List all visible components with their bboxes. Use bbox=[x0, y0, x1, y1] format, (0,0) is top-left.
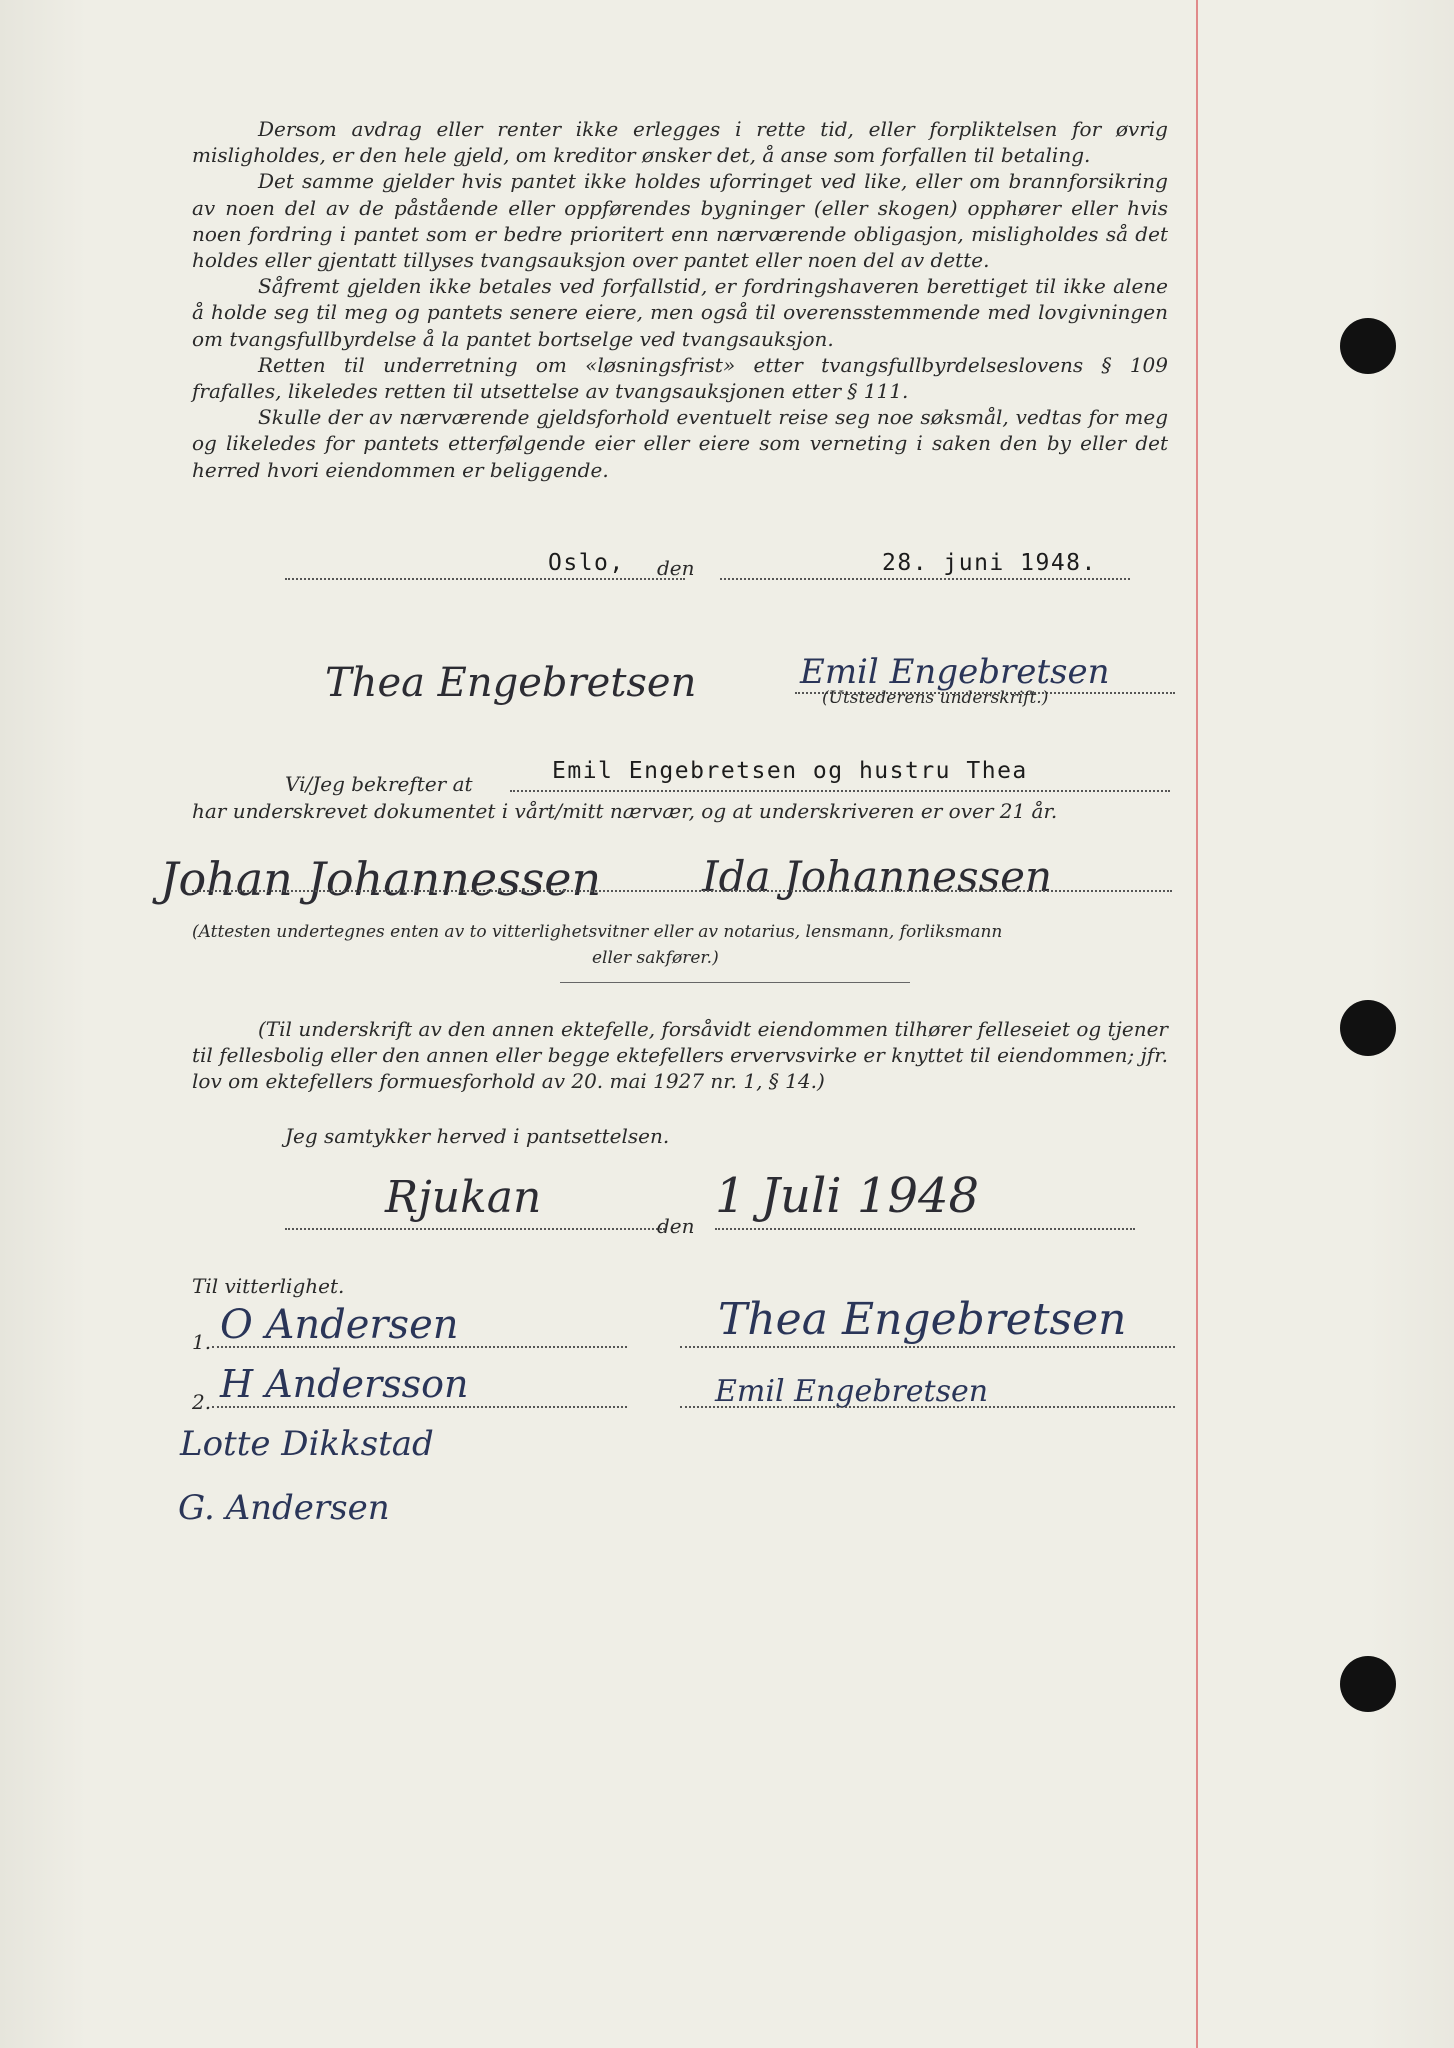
witness-signature-1: O Andersen bbox=[220, 1302, 459, 1348]
punch-hole-middle bbox=[1340, 1000, 1396, 1056]
consent-den-label: den bbox=[657, 1214, 695, 1238]
terms-paragraph bbox=[192, 352, 1168, 404]
attestation-statement: har underskrevet dokumentet i vårt/mitt nærvær, og at underskriveren er over 21 år. bbox=[192, 799, 1058, 823]
terms-paragraph bbox=[192, 273, 1168, 352]
spouse-note-text: (Til underskrift av den annen ektefelle, forsåvidt eiendommen tilhører felleseiet og tjener til fellesbolig eller den annen eller begge ektefellers ervervsvirke er knyttet til eiendommen; jfr. lov om ektefellers formuesforhold av 20. mai 1927 nr. 1, § 14.) bbox=[192, 1017, 1168, 1094]
witness-signature-johan: Johan Johannessen bbox=[160, 852, 602, 906]
attestation-names: Emil Engebretsen og hustru Thea bbox=[552, 758, 1028, 784]
terms-paragraph bbox=[192, 404, 1168, 483]
date-dotted-line bbox=[720, 578, 1130, 580]
witness-signature-4: G. Andersen bbox=[178, 1488, 390, 1528]
attestation-note-line1: (Attesten undertegnes enten av to vitterlighetsvitner eller av notarius, lensmann, forliksmann bbox=[192, 922, 1003, 942]
witness-line-2 bbox=[212, 1406, 627, 1408]
consent-date-handwritten: 1 Juli 1948 bbox=[715, 1168, 980, 1224]
consent-place-handwritten: Rjukan bbox=[385, 1172, 542, 1223]
den-label: den bbox=[657, 556, 695, 580]
witness-dotted-line bbox=[192, 890, 1172, 892]
place-dotted-line bbox=[285, 578, 685, 580]
witness-signature-ida: Ida Johannessen bbox=[702, 852, 1053, 901]
attestation-dotted-line bbox=[510, 790, 1170, 792]
terms-text: Retten til underretning om «løsningsfrist» etter tvangsfullbyrdelseslovens § 109 frafalles, likeledes retten til utsettelse av tvangsauksjonen etter § 111. bbox=[192, 352, 1168, 404]
terms-paragraph bbox=[192, 116, 1168, 168]
attestation-note-line2: eller sakfører.) bbox=[592, 948, 719, 968]
spouse-note-block bbox=[192, 1016, 1168, 1095]
terms-block bbox=[192, 116, 1168, 483]
spouse-signature-line-1 bbox=[680, 1346, 1175, 1348]
witness-signature-2: H Andersson bbox=[220, 1362, 469, 1406]
spouse-signature-thea: Thea Engebretsen bbox=[718, 1294, 1127, 1345]
issuer-signature-thea: Thea Engebretsen bbox=[325, 660, 697, 706]
spouse-signature-line-2 bbox=[680, 1406, 1175, 1408]
attestation-prefix: Vi/Jeg bekrefter at bbox=[285, 772, 473, 796]
spouse-note bbox=[192, 1016, 1168, 1095]
margin-rule bbox=[1196, 0, 1198, 2048]
spouse-signature-emil: Emil Engebretsen bbox=[715, 1374, 989, 1409]
terms-text: Skulle der av nærværende gjeldsforhold eventuelt reise seg noe søksmål, vedtas for meg og likeledes for pantets etterfølgende eier eller eiere som verneting i saken den by eller det herred hvori eiendommen er beliggende. bbox=[192, 405, 1168, 482]
date-typed: 28. juni 1948. bbox=[882, 550, 1097, 576]
issuer-signature-emil: Emil Engebretsen bbox=[800, 652, 1110, 692]
terms-paragraph bbox=[192, 168, 1168, 273]
terms-text: Det samme gjelder hvis pantet ikke holdes uforringet ved like, eller om brannforsikring av noen del av de påstående eller oppførendes bygninger (eller skogen) opphører eller hvis noen fordring i pantet som er bedre prioritert enn nærværende obligasjon, misligholdes så det holdes eller gjentatt tillyses tvangsauksjon over pantet eller noen del av dette. bbox=[192, 169, 1168, 273]
punch-hole-bottom bbox=[1340, 1656, 1396, 1712]
terms-text: Såfremt gjelden ikke betales ved forfallstid, er fordringshaveren berettiget til ikke alene å holde seg til meg og pantets senere eiere, men også til overensstemmende med lovgivningen om tvangsfullbyrdelse å la pantet bortselge ved tvangsauksjon. bbox=[192, 274, 1168, 351]
terms-text: Dersom avdrag eller renter ikke erlegges i rette tid, eller forpliktelsen for øvrig misligholdes, er den hele gjeld, om kreditor ønsker det, å anse som forfallen til betaling. bbox=[192, 117, 1168, 168]
consent-date-dotted-line bbox=[715, 1228, 1135, 1230]
issuer-caption: (Utstederens underskrift.) bbox=[822, 688, 1049, 708]
consent-place-dotted-line bbox=[285, 1228, 665, 1230]
attestation-rule bbox=[560, 982, 910, 983]
consent-text: Jeg samtykker herved i pantsettelsen. bbox=[285, 1124, 670, 1148]
witness-label: Til vitterlighet. bbox=[192, 1274, 345, 1298]
witness-signature-3: Lotte Dikkstad bbox=[180, 1424, 434, 1464]
place-typed: Oslo, bbox=[548, 550, 625, 576]
witness-number-2: 2. bbox=[192, 1390, 212, 1414]
punch-hole-top bbox=[1340, 318, 1396, 374]
witness-number-1: 1. bbox=[192, 1330, 212, 1354]
